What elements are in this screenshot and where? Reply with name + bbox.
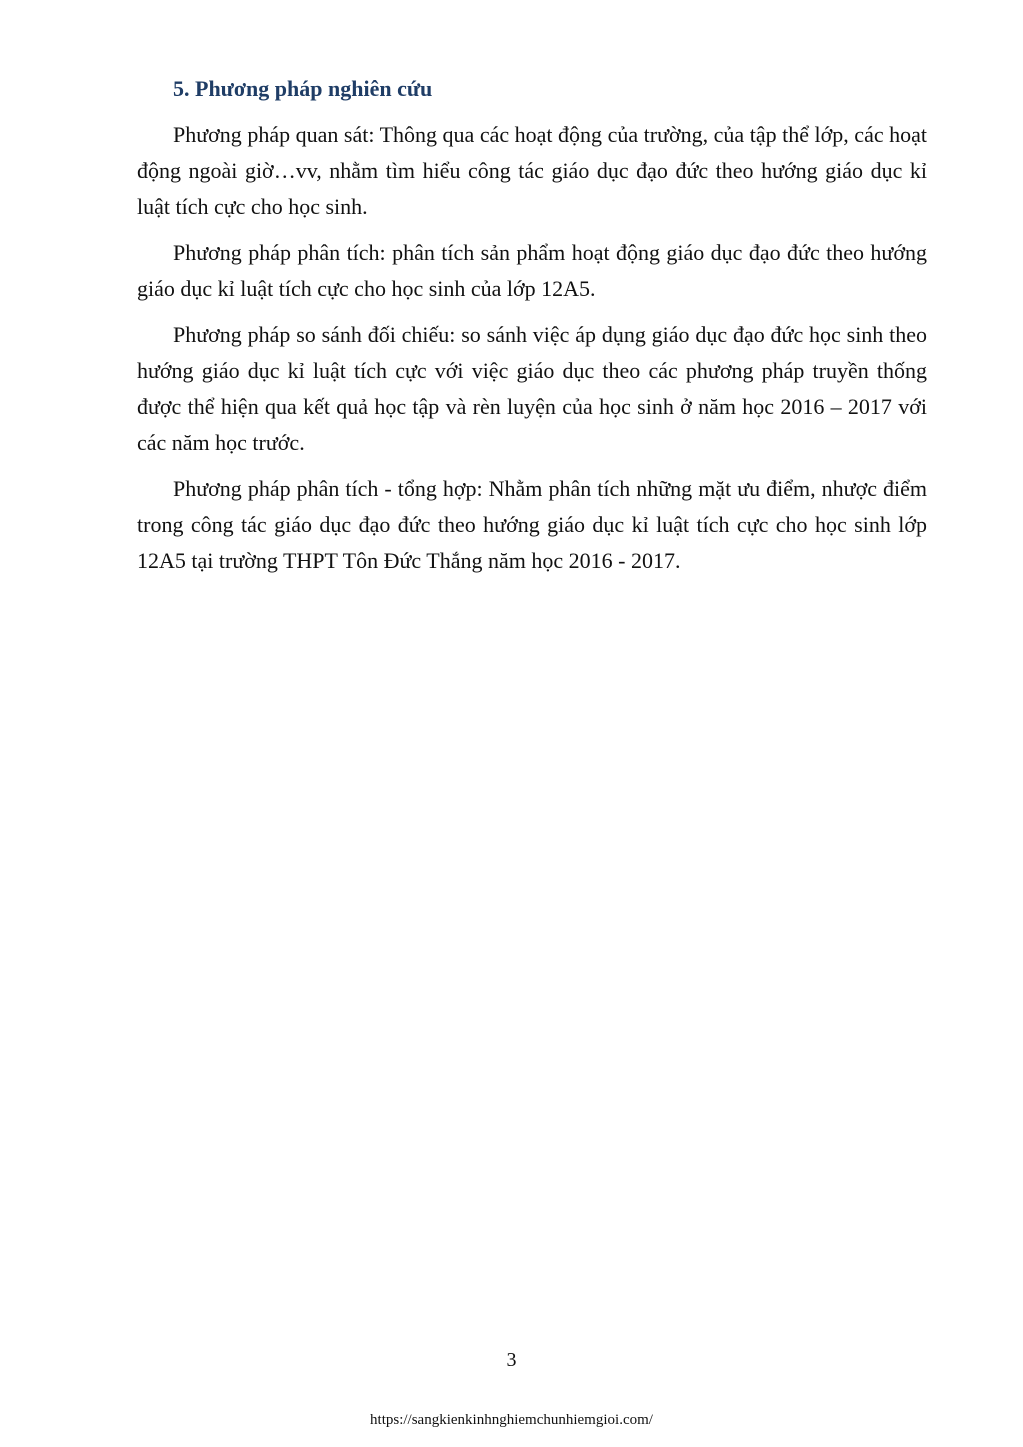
section-heading: 5. Phương pháp nghiên cứu xyxy=(173,76,433,101)
page-number: 3 xyxy=(506,1349,517,1371)
footer-url: https://sangkienkinhnghiemchunhiemgioi.com/ xyxy=(370,1412,653,1428)
paragraph-comparison-method: Phương pháp so sánh đối chiếu: so sánh việc áp dụng giáo dục đạo đức học sinh theo hướng giáo dục kỉ luật tích cực với việc giáo dục theo các phương pháp truyền thống được thể hiện qua kết quả học tập và rèn luyện của học sinh ở năm học 2016 – 2017 với các năm học trước. xyxy=(137,322,927,455)
paragraph-analysis-method: Phương pháp phân tích: phân tích sản phẩm hoạt động giáo dục đạo đức theo hướng giáo dục kỉ luật tích cực cho học sinh của lớp 12A5. xyxy=(137,240,927,301)
paragraph-observation-method: Phương pháp quan sát: Thông qua các hoạt động của trường, của tập thể lớp, các hoạt động ngoài giờ…vv, nhằm tìm hiểu công tác giáo dục đạo đức theo hướng giáo dục kỉ luật tích cực cho học sinh. xyxy=(137,122,927,219)
paragraph-synthesis-method: Phương pháp phân tích - tổng hợp: Nhằm phân tích những mặt ưu điểm, nhược điểm trong công tác giáo dục đạo đức theo hướng giáo dục kỉ luật tích cực cho học sinh lớp 12A5 tại trường THPT Tôn Đức Thắng năm học 2016 - 2017. xyxy=(137,476,927,573)
